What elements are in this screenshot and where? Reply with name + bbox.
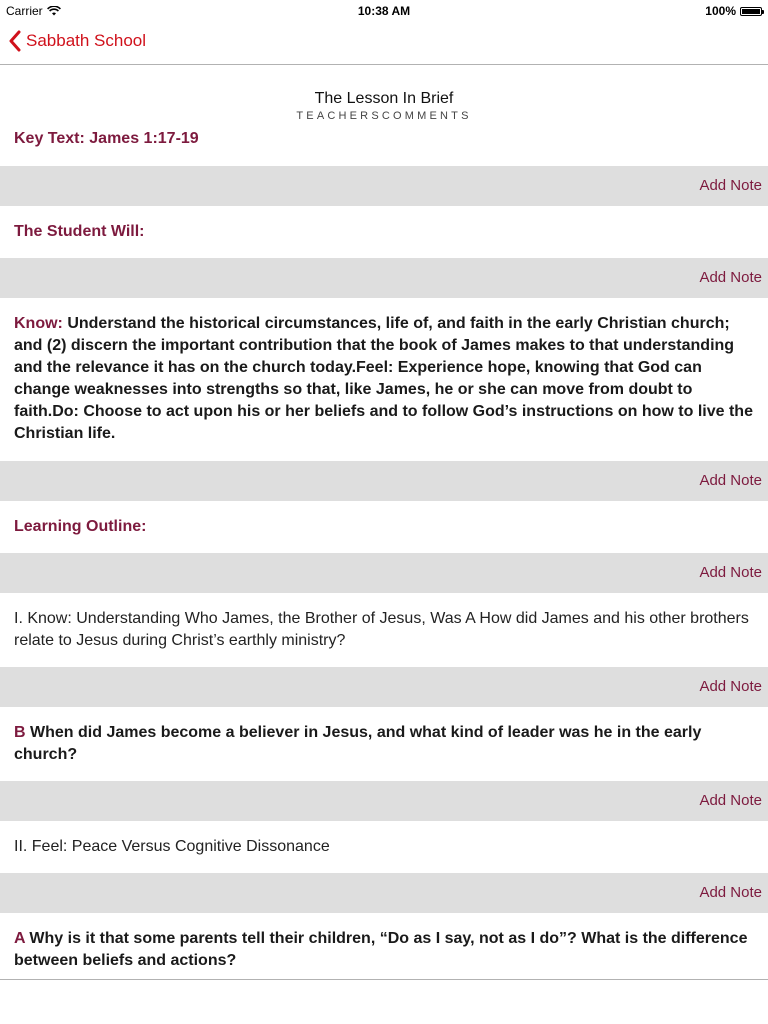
- section-key-text: [0, 122, 768, 166]
- section-label: Know:: [14, 315, 63, 332]
- battery-indicator: [705, 4, 762, 18]
- section-outline-b: [0, 707, 768, 781]
- section-label: B: [14, 724, 26, 741]
- section-text: Understand the historical circumstances, life of, and faith in the early Christian church; and (2) discern the important contribution that the book of James makes to that understanding and the relevance it has on the church today.Feel: Experience hope, knowing that God can change weaknesses into strengths so that, like James, he or she can move from doubt to faith.Do: Choose to act upon his or her beliefs and to follow God’s instructions on how to live the Christian life.: [14, 315, 753, 442]
- section-label: Learning Outline:: [14, 518, 147, 535]
- add-note-button[interactable]: Add Note: [699, 792, 762, 809]
- section-label: Key Text: James 1:17-19: [14, 130, 199, 147]
- section-student-will: [0, 206, 768, 258]
- chevron-left-icon: [8, 30, 22, 52]
- add-note-button[interactable]: Add Note: [699, 884, 762, 901]
- add-note-button[interactable]: Add Note: [699, 472, 762, 489]
- add-note-button[interactable]: Add Note: [699, 269, 762, 286]
- back-button[interactable]: [8, 30, 146, 52]
- status-bar: [0, 0, 768, 22]
- bottom-divider: [0, 979, 768, 980]
- section-text: I. Know: Understanding Who James, the Brother of Jesus, Was A How did James and his other brothers relate to Jesus during Christ’s earthly ministry?: [14, 610, 749, 649]
- note-bar: [0, 873, 768, 913]
- section-text: When did James become a believer in Jesus, and what kind of leader was he in the early church?: [14, 724, 702, 763]
- note-bar: [0, 166, 768, 206]
- section-learning-outline: [0, 501, 768, 553]
- note-bar: [0, 667, 768, 707]
- note-bar: [0, 258, 768, 298]
- section-label: The Student Will:: [14, 223, 145, 240]
- section-label: A: [14, 930, 25, 947]
- add-note-button[interactable]: Add Note: [699, 177, 762, 194]
- battery-icon: [740, 7, 762, 16]
- add-note-button[interactable]: Add Note: [699, 564, 762, 581]
- section-outline-know: [0, 593, 768, 667]
- battery-percent: 100%: [705, 4, 736, 18]
- section-outline-feel: [0, 821, 768, 873]
- section-text: Why is it that some parents tell their children, “Do as I say, not as I do”? What is the difference between beliefs and actions?: [14, 930, 748, 969]
- lesson-content[interactable]: [0, 65, 768, 979]
- back-button-label: Sabbath School: [26, 31, 147, 50]
- note-bar: [0, 781, 768, 821]
- page-title: The Lesson In Brief: [314, 90, 454, 107]
- navigation-bar: [0, 22, 768, 65]
- section-text: II. Feel: Peace Versus Cognitive Dissonance: [14, 838, 330, 855]
- page-subtitle: TEACHERSCOMMENTS: [296, 110, 472, 122]
- section-objectives: [0, 298, 768, 461]
- add-note-button[interactable]: Add Note: [699, 678, 762, 695]
- clock: 10:38 AM: [357, 4, 411, 18]
- note-bar: [0, 461, 768, 501]
- note-bar: [0, 553, 768, 593]
- carrier-label: Carrier: [6, 4, 43, 18]
- lesson-header: [0, 65, 768, 122]
- section-outline-a: [0, 913, 768, 979]
